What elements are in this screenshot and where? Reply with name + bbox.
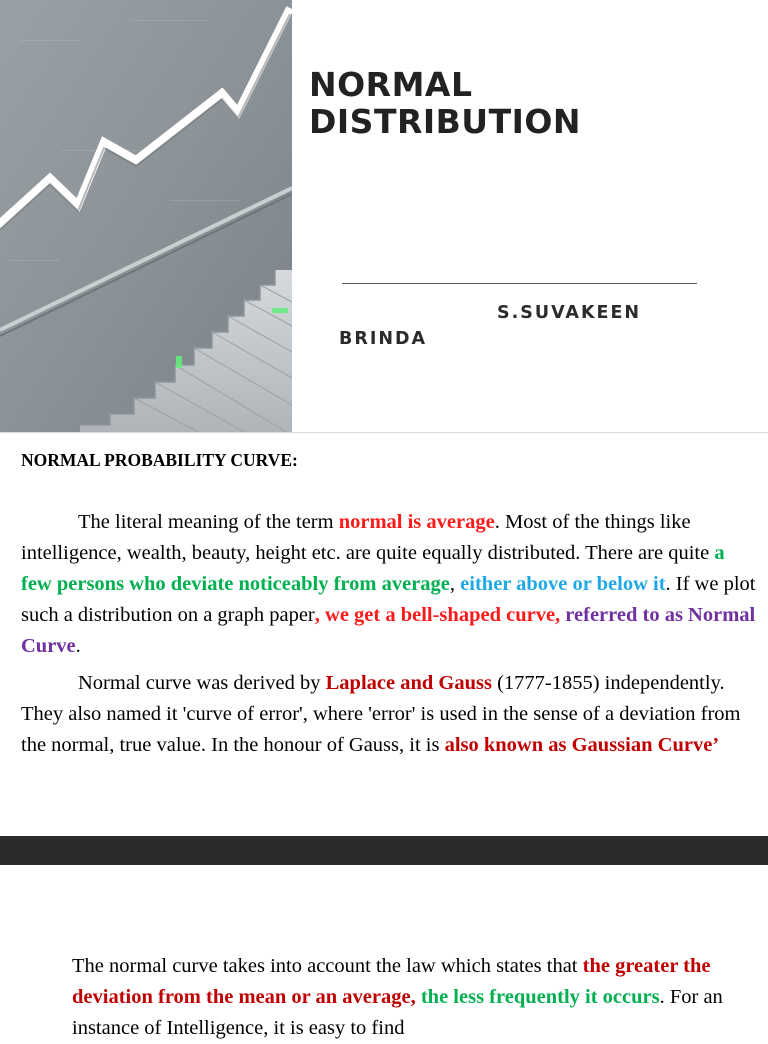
highlight-normal-curve: referred to as Normal Curve: [21, 604, 756, 657]
section-heading: NORMAL PROBABILITY CURVE:: [21, 450, 298, 470]
highlight-greater-deviation: the greater the deviation from the mean or an average,: [72, 955, 711, 1008]
text-span: .: [75, 635, 81, 657]
stairs-graph-image: [0, 0, 292, 433]
paragraph-normal-meaning: [21, 507, 756, 662]
highlight-bell-shaped: , we get a bell-shaped curve,: [314, 604, 566, 626]
title-divider: [342, 283, 697, 284]
highlight-above-below: either above or below it: [460, 573, 666, 595]
title-line-1: NORMAL: [309, 65, 473, 104]
text-span: . Most of the things like intelligence, wealth, beauty, height etc. are quite equally distributed. There are quite: [21, 511, 715, 564]
title-slide: [0, 0, 768, 433]
highlight-gaussian-curve: also known as Gaussian Curve’: [444, 734, 720, 756]
text-span: ,: [449, 573, 461, 595]
highlight-laplace-gauss: Laplace and Gauss: [325, 672, 492, 694]
text-span: . If we plot such a distribution on a graph paper: [21, 573, 756, 626]
author-name: [339, 300, 679, 352]
author-line-1: S.SUVAKEEN: [497, 303, 642, 323]
text-span: Normal curve was derived by: [78, 672, 326, 694]
highlight-few-persons: a few persons who deviate noticeably from average: [21, 542, 725, 595]
highlight-normal-is-average: normal is average: [338, 511, 495, 533]
paragraph-laplace-gauss: [21, 668, 756, 761]
slide-separator: [0, 432, 768, 433]
author-line-2: BRINDA: [339, 329, 428, 349]
text-span: . For an instance of Intelligence, it is easy to find: [72, 986, 723, 1039]
title-line-2: DISTRIBUTION: [309, 102, 582, 141]
slide-divider-bar: [0, 836, 768, 865]
highlight-less-frequently: the less frequently it occurs: [420, 986, 660, 1008]
text-span: (1777-1855) independently. They also named it 'curve of error', where 'error' is used in the sense of a deviation from the normal, true value. In the honour of Gauss, it is: [21, 672, 741, 756]
page-title: [309, 66, 581, 140]
text-span: The literal meaning of the term: [78, 511, 339, 533]
text-span: The normal curve takes into account the law which states that: [72, 955, 583, 977]
paragraph-deviation-law: [72, 951, 762, 1044]
